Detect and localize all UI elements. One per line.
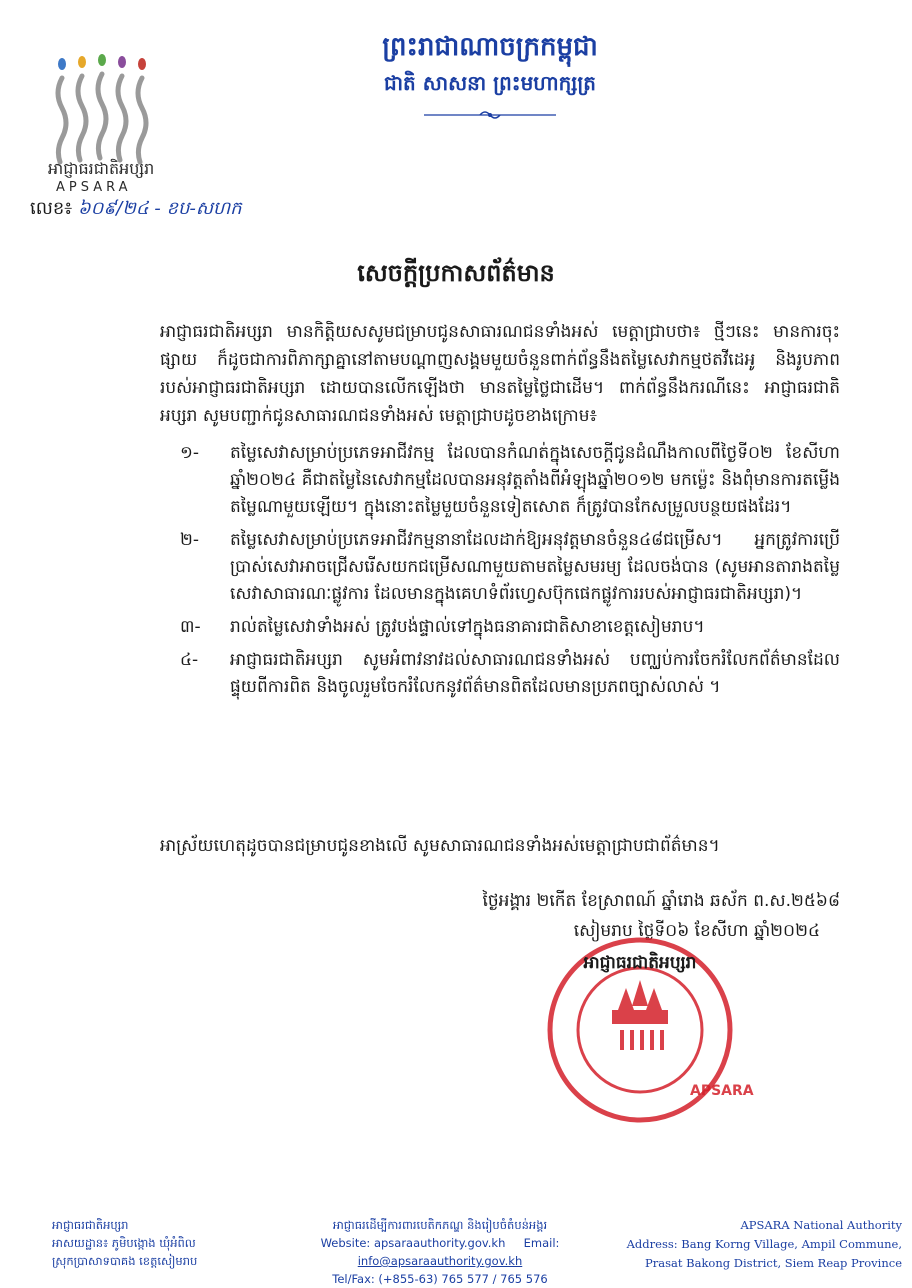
reference-label: លេខ៖ <box>30 198 73 219</box>
numbered-list <box>180 440 840 707</box>
list-item-text: អាជ្ញាធរជាតិអប្សរា សូមអំពាវនាវដល់សាធារណជនទាំងអស់ បញ្ឈប់ការចែករំលែកព័ត៌មានដែលផ្ទុយពីការពិត និងចូលរួមចែករំលែកនូវព័ត៌មានពិតដែលមានប្រភពច្បាស់លាស់ ។ <box>230 650 840 697</box>
footer-right <box>620 1216 902 1273</box>
ornament-divider-icon <box>420 108 560 122</box>
reference-number <box>30 196 242 223</box>
footer-right-line: APSARA National Authority <box>740 1218 902 1232</box>
footer-right-line: Prasat Bakong District, Siem Reap Province <box>645 1256 902 1270</box>
list-item-text: តម្លៃសេវាសម្រាប់ប្រភេទអាជីវកម្ម ដែលបានកំណត់ក្នុងសេចក្តីជូនដំណឹងកាលពីថ្ងៃទី០២ ខែសីហា ឆ្នាំ២០២៤ គឺជាតម្លៃនៃសេវាកម្មដែលបានអនុវត្តតាំងពីអំឡុងឆ្នាំ២០១២ មកម្ល៉េះ និងពុំមានការតម្លើងតម្លៃណាមួយឡើយ។ ក្នុងនោះតម្លៃមួយចំនួនទៀតសោត ក៏ត្រូវបានកែសម្រួលបន្ថយផងដែរ។ <box>230 443 840 517</box>
list-item-number: ១- <box>180 443 200 463</box>
footer-contacts <box>250 1234 630 1270</box>
list-item <box>180 614 840 641</box>
list-item-number: ៤- <box>180 650 199 670</box>
solar-date: សៀមរាប ថ្ងៃទី០៦ ខែសីហា ឆ្នាំ២០២៤ <box>573 921 820 941</box>
list-item-text: រាល់តម្លៃសេវាទាំងអស់ ត្រូវបង់ផ្ទាល់ទៅក្នុងធនាគារជាតិសាខាខេត្តសៀមរាប។ <box>230 617 705 637</box>
list-item-number: ២- <box>180 530 200 550</box>
list-item <box>180 440 840 521</box>
logo-khmer-text: អាជ្ញាធរជាតិអប្សរា <box>48 159 155 178</box>
reference-value: ៦០៩/២៤ - ខប-សហក <box>77 198 242 219</box>
list-item-number: ៣- <box>180 617 201 637</box>
document-title: សេចក្តីប្រកាសព័ត៌មាន <box>357 259 555 287</box>
list-item <box>180 527 840 608</box>
email-label: Email: <box>523 1236 560 1250</box>
lunar-date: ថ្ងៃអង្គារ ២កើត ខែស្រាពណ៍ ឆ្នាំរោង ឆស័ក ព.ស.២៥៦៨ <box>482 891 840 911</box>
list-item <box>180 647 840 701</box>
signer-name: អាជ្ញាធរជាតិអប្សរា <box>583 953 697 973</box>
email-link[interactable]: info@apsaraauthority.gov.kh <box>357 1254 523 1268</box>
intro-paragraph: អាជ្ញាធរជាតិអប្សរា មានកិត្តិយសសូមជម្រាបជូនសាធារណជនទាំងអស់ មេត្តាជ្រាបថា៖ ថ្មីៗនេះ មានការចុះផ្សាយ ក៏ដូចជាការពិភាក្សាគ្នានៅតាមបណ្តាញសង្គមមួយចំនួនពាក់ព័ន្ធនឹងតម្លៃសេវាកម្មថតវីដេអូ និងរូបភាពរបស់អាជ្ញាធរជាតិអប្សរា ដោយបានលើកឡើងថា មានតម្លៃថ្លៃជាដើម។ ពាក់ព័ន្ធនឹងករណីនេះ អាជ្ញាធរជាតិអប្សរា សូមបញ្ជាក់ជូនសាធារណជនទាំងអស់ មេត្តាជ្រាបដូចខាងក្រោម៖ <box>160 322 840 426</box>
kingdom-heading: ព្រះរាជាណាចក្រកម្ពុជា <box>382 32 598 62</box>
list-item-text: តម្លៃសេវាសម្រាប់ប្រភេទអាជីវកម្មនានាដែលដាក់ឱ្យអនុវត្តមានចំនួន៤៨ជម្រើស។ អ្នកត្រូវការប្រើប្រាស់សេវាអាចជ្រើសរើសយកជម្រើសណាមួយតាមតម្លៃសមរម្យ ដែលចង់បាន (សូមអានតារាងតម្លៃសេវាសាធារណៈផ្លូវការ ដែលមានក្នុងគេហទំព័រហ្វេសប៊ុកផេកផ្លូវការរបស់អាជ្ញាធរជាតិអប្សរា)។ <box>230 530 840 604</box>
footer-left-line: ស្រុកប្រាសាទបាគង ខេត្តសៀមរាប <box>52 1254 198 1268</box>
footer-middle <box>250 1216 630 1288</box>
seal-text: APSARA <box>690 1083 754 1099</box>
footer-right-line: Address: Bang Korng Village, Ampil Commune, <box>626 1237 902 1251</box>
footer-left-line: អាជ្ញាធរជាតិអប្សរា <box>52 1218 129 1232</box>
footer-tel: Tel/Fax: (+855-63) 765 577 / 765 576 <box>332 1272 548 1286</box>
motto-heading: ជាតិ សាសនា ព្រះមហាក្សត្រ <box>384 71 596 95</box>
website-link[interactable]: apsaraauthority.gov.kh <box>373 1236 506 1250</box>
website-label: Website: <box>320 1236 371 1250</box>
footer-left <box>52 1216 252 1270</box>
closing-paragraph: អាស្រ័យហេតុដូចបានជម្រាបជូនខាងលើ សូមសាធារណជនទាំងអស់មេត្តាជ្រាបជាព័ត៌មាន។ <box>160 836 720 856</box>
footer-left-line: អាសយដ្ឋាន៖ ភូមិបង្កោង ឃុំអំពិល <box>52 1236 196 1250</box>
logo-english-text: APSARA <box>56 180 132 195</box>
footer-mid-title: អាជ្ញាធរដើម្បីការពារបេតិកភណ្ឌ និងរៀបចំតំបន់អង្គរ <box>332 1218 548 1232</box>
